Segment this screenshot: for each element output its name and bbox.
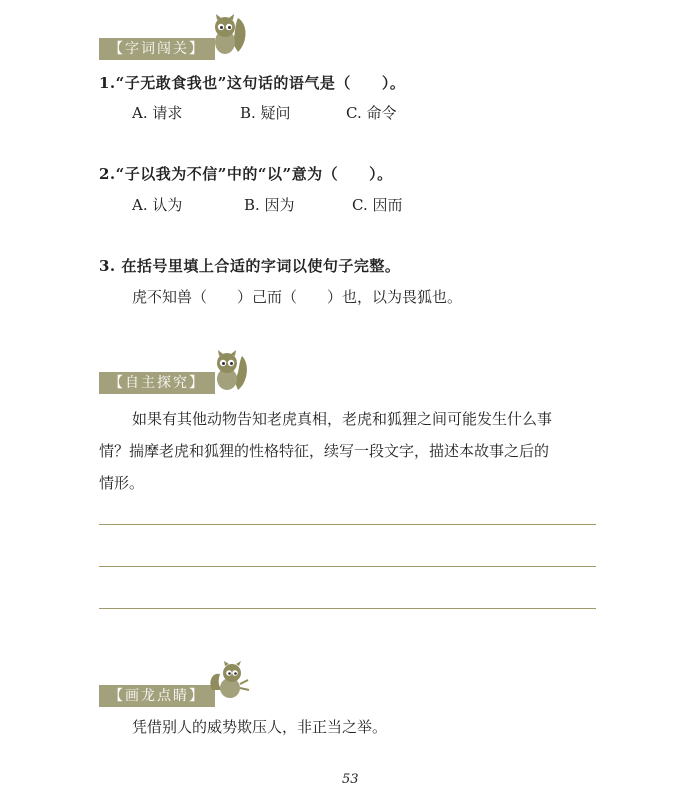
- section-tag-hualong: 【画龙点睛】: [99, 685, 215, 707]
- section-tag-zizhu: 【自主探究】: [99, 372, 215, 394]
- writing-line-2[interactable]: [99, 566, 596, 567]
- writing-line-3[interactable]: [99, 608, 596, 609]
- explore-line-1: 如果有其他动物告知老虎真相，老虎和狐狸之间可能发生什么事: [132, 410, 553, 428]
- q2-option-a: A. 认为: [132, 196, 183, 214]
- explore-line-2: 情？揣摩老虎和狐狸的性格特征，续写一段文字，描述本故事之后的: [99, 442, 550, 460]
- q2-option-b: B. 因为: [244, 196, 295, 214]
- question-2: 2.“子以我为不信”中的“以”意为（ ）。: [99, 165, 393, 183]
- squirrel-mascot-icon: [208, 12, 248, 56]
- q1-option-a: A. 请求: [132, 104, 183, 122]
- q1-option-b: B. 疑问: [240, 104, 291, 122]
- q3-sentence: 虎不知兽（ ）己而（ ）也，以为畏狐也。: [132, 288, 463, 306]
- writing-line-1[interactable]: [99, 524, 596, 525]
- q1-option-c: C. 命令: [346, 104, 397, 122]
- summary-text: 凭借别人的威势欺压人，非正当之举。: [132, 718, 388, 736]
- question-3: 3. 在括号里填上合适的字词以使句子完整。: [99, 257, 401, 275]
- q2-option-c: C. 因而: [352, 196, 403, 214]
- question-1: 1.“子无敢食我也”这句话的语气是（ ）。: [99, 74, 406, 92]
- squirrel-mascot-icon: [210, 348, 250, 392]
- explore-line-3: 情形。: [99, 474, 145, 492]
- squirrel-mascot-icon: [208, 660, 252, 702]
- page-number: 53: [342, 772, 359, 787]
- section-tag-zici: 【字词闯关】: [99, 38, 215, 60]
